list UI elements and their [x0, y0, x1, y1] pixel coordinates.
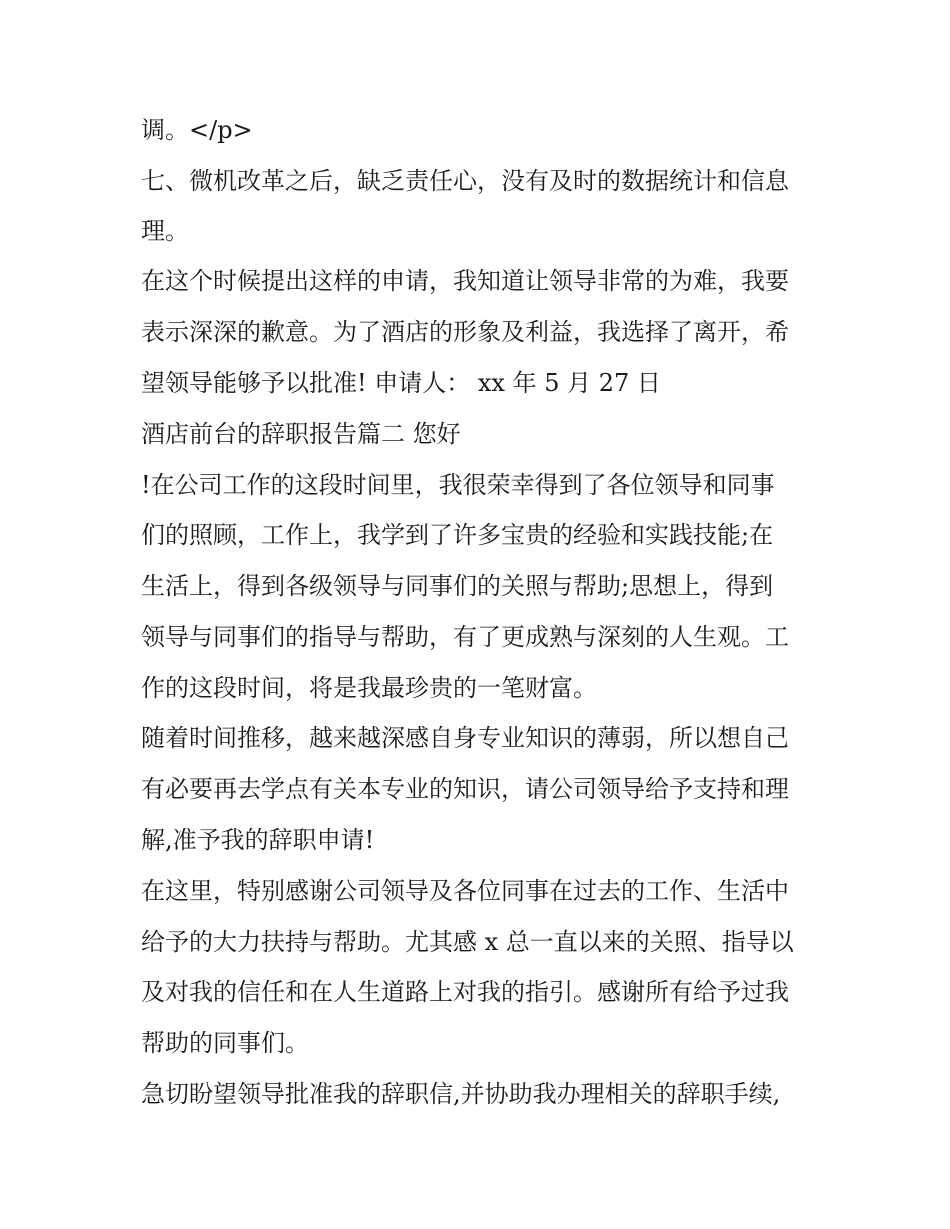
text-line: 急切盼望领导批准我的辞职信,并协助我办理相关的辞职手续, — [141, 1080, 781, 1108]
text-line: 在这个时候提出这样的申请，我知道让领导非常的为难，我要 — [141, 267, 789, 295]
text-line: 随着时间推移，越来越深感自身专业知识的薄弱，所以想自己 — [141, 724, 789, 752]
text-line: 酒店前台的辞职报告篇二 您好 — [141, 420, 461, 448]
text-line: 生活上，得到各级领导与同事们的关照与帮助;思想上，得到 — [141, 572, 774, 600]
text-line: 理。 — [141, 217, 189, 245]
text-line: 及对我的信任和在人生道路上对我的指引。感谢所有给予过我 — [141, 978, 789, 1006]
text-line: 调。</p> — [141, 116, 253, 144]
text-line: 在这里，特别感谢公司领导及各位同事在过去的工作、生活中 — [141, 877, 789, 905]
text-line: 有必要再去学点有关本专业的知识，请公司领导给予支持和理 — [141, 775, 789, 803]
text-line: 领导与同事们的指导与帮助，有了更成熟与深刻的人生观。工 — [141, 623, 789, 651]
text-line: 表示深深的歉意。为了酒店的形象及利益，我选择了离开，希 — [141, 318, 789, 346]
text-line: 给予的大力扶持与帮助。尤其感 x 总一直以来的关照、指导以 — [141, 928, 794, 956]
text-line: !在公司工作的这段时间里，我很荣幸得到了各位领导和同事 — [141, 471, 775, 499]
text-line: 作的这段时间，将是我最珍贵的一笔财富。 — [141, 674, 597, 702]
text-line: 帮助的同事们。 — [141, 1029, 309, 1057]
text-line: 望领导能够予以批准! 申请人： xx 年 5 月 27 日 — [141, 369, 661, 397]
text-line: 们的照顾，工作上，我学到了许多宝贵的经验和实践技能;在 — [141, 521, 774, 549]
text-line: 解,准予我的辞职申请! — [141, 826, 375, 854]
text-line: 七、微机改革之后，缺乏责任心，没有及时的数据统计和信息 — [141, 167, 789, 195]
